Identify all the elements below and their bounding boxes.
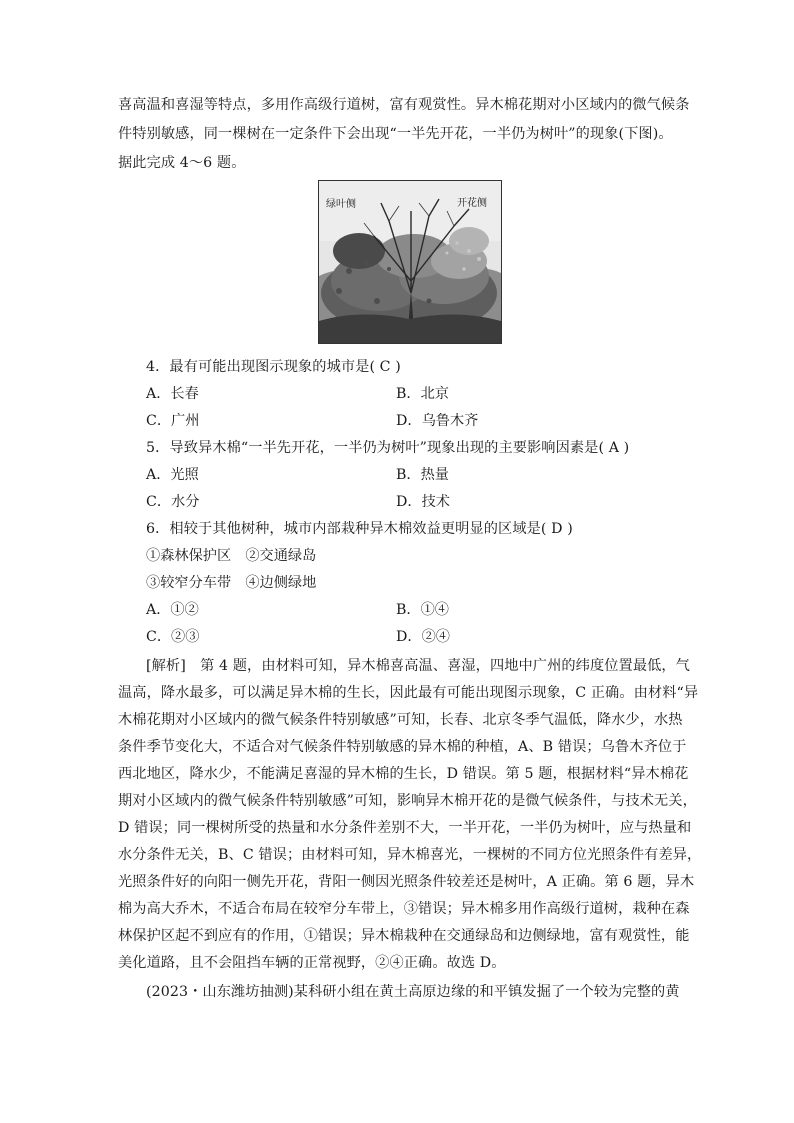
analysis-line-10: 棉为高大乔木，不适合布局在较窄分车带上，③错误；异木棉多用作高级行道树，栽种在森 [118, 901, 690, 917]
q6-option-b: B．①④ [396, 602, 449, 618]
q6-option-c: C．②③ [146, 629, 200, 645]
analysis-line-5: 西北地区，降水少，不能满足喜湿的异木棉的生长，D 错误。第 5 题，根据材料“异木棉花 [118, 766, 689, 782]
q5-option-a: A．光照 [146, 467, 199, 483]
question-5-stem: 5．导致异木棉“一半先开花，一半仍为树叶”现象出现的主要影响因素是( A ) [146, 440, 630, 456]
analysis-line-6: 期对小区域内的微气候条件特别敏感”可知，影响异木棉开花的是微气候条件，与技术无关， [118, 793, 697, 809]
analysis-line-11: 林保护区起不到应有的作用，①错误；异木棉栽种在交通绿岛和边侧绿地，富有观赏性，能 [118, 928, 690, 944]
tree-photo [318, 180, 502, 344]
analysis-line-9: 光照条件好的向阳一侧先开花，背阳一侧因光照条件较差还是树叶，A 正确。第 6 题，异木 [118, 874, 695, 890]
label-leaf-side: 绿叶侧 [326, 199, 356, 210]
analysis-line-2: 温高，降水最多，可以满足异木棉的生长，因此最有可能出现图示现象，C 正确。由材料“异 [118, 685, 699, 701]
q6-items-1: ①森林保护区 ②交通绿岛 [146, 548, 317, 564]
q6-option-a: A．①② [146, 602, 199, 618]
q4-option-b: B．北京 [396, 386, 449, 402]
q5-option-b: B．热量 [396, 467, 449, 483]
label-flower-side: 开花侧 [457, 198, 487, 209]
analysis-line-8: 水分条件无关，B、C 错误；由材料可知，异木棉喜光，一棵树的不同方位光照条件有差异， [118, 847, 702, 863]
analysis-line-12: 美化道路，且不会阻挡车辆的正常视野，②④正确。故选 D。 [118, 955, 506, 971]
analysis-line-1: [解析] 第 4 题，由材料可知，异木棉喜高温、喜湿，四地中广州的纬度位置最低，气 [146, 658, 690, 674]
question-6-stem: 6．相较于其他树种，城市内部栽种异木棉效益更明显的区域是( D ) [146, 521, 573, 537]
intro-line-2: 件特别敏感，同一棵树在一定条件下会出现“一半先开花，一半仍为树叶”的现象(下图)。 [118, 126, 673, 142]
q5-option-c: C．水分 [146, 494, 200, 510]
intro-line-1: 喜高温和喜湿等特点，多用作高级行道树，富有观赏性。异木棉花期对小区域内的微气候条 [118, 97, 690, 113]
question-4-stem: 4．最有可能出现图示现象的城市是( C ) [146, 359, 401, 375]
analysis-line-4: 条件季节变化大，不适合对气候条件特别敏感的异木棉的种植，A、B 错误；乌鲁木齐位于 [118, 739, 687, 755]
intro-line-3: 据此完成 4～6 题。 [118, 155, 246, 171]
q6-items-2: ③较窄分车带 ④边侧绿地 [146, 575, 317, 591]
q4-option-c: C．广州 [146, 413, 200, 429]
analysis-line-7: D 错误；同一棵树所受的热量和水分条件差别不大，一半开花，一半仍为树叶，应与热量和 [118, 820, 692, 836]
q4-option-d: D．乌鲁木齐 [396, 413, 479, 429]
analysis-line-3: 木棉花期对小区域内的微气候条件特别敏感”可知，长春、北京冬季气温低，降水少，水热 [118, 712, 683, 728]
q5-option-d: D．技术 [396, 494, 450, 510]
q4-option-a: A．长春 [146, 386, 199, 402]
next-question-intro: (2023・山东潍坊抽测)某科研小组在黄土高原边缘的和平镇发掘了一个较为完整的黄 [146, 984, 680, 1000]
q6-option-d: D．②④ [396, 629, 450, 645]
